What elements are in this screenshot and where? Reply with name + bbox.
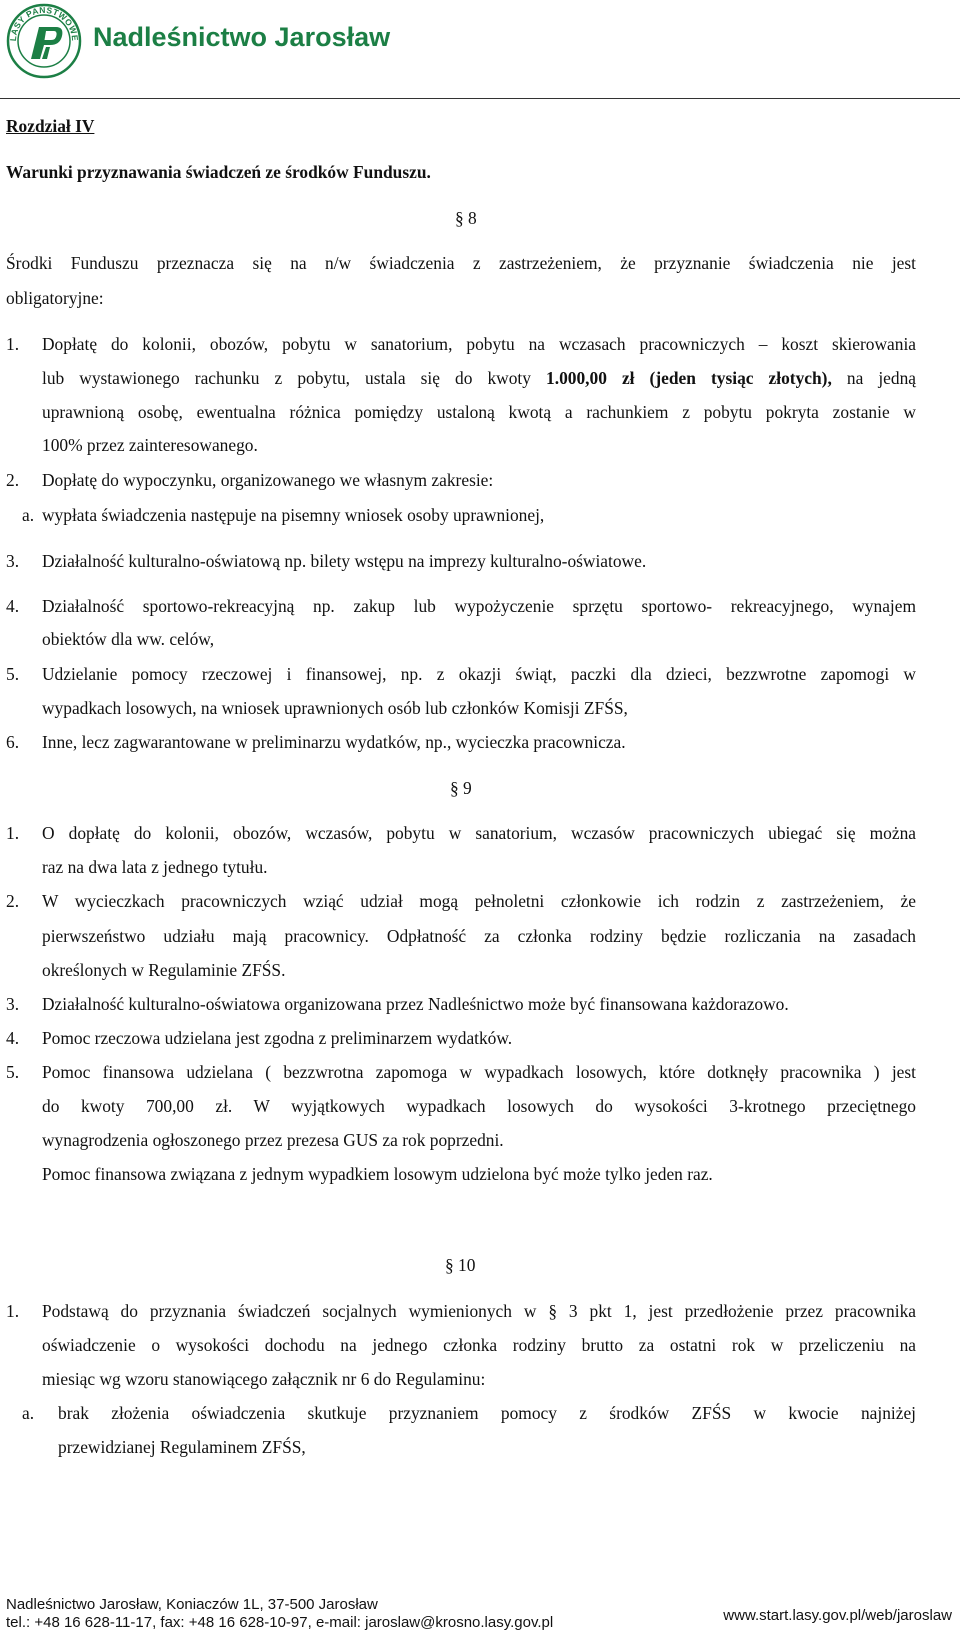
page-header	[0, 0, 960, 100]
list-item-line: lub wystawionego rachunku z pobytu, ustala się do kwoty 1.000,00 zł (jeden tysiąc złotych), na jedną	[42, 368, 916, 388]
header-divider	[0, 98, 960, 99]
logo-lettering: LASY PAŃSTWOWE	[7, 4, 81, 42]
list-item-line: brak złożenia oświadczenia skutkuje przyznaniem pomocy z środków ZFŚS w kwocie najniżej	[58, 1403, 916, 1423]
list-item-line: miesiąc wg wzoru stanowiącego załącznik nr 6 do Regulaminu:	[42, 1369, 486, 1389]
list-item-line: Dopłatę do kolonii, obozów, pobytu w sanatorium, pobytu na wczasach pracowniczych – koszt skierowania	[42, 334, 916, 354]
list-number: 2.	[6, 891, 20, 911]
list-number: 1.	[6, 1301, 20, 1321]
list-letter: a.	[22, 1403, 35, 1423]
list-number: 1.	[6, 823, 20, 843]
amount-highlight: 1.000,00 zł (jeden tysiąc złotych),	[546, 368, 832, 388]
list-number: 2.	[6, 470, 20, 490]
list-item-line: przewidzianej Regulaminem ZFŚS,	[58, 1437, 306, 1457]
section-heading-10: § 10	[445, 1255, 476, 1275]
list-item-line: oświadczenie o wysokości dochodu na jednego członka rodziny brutto za ostatni rok w przeliczeniu na	[42, 1335, 916, 1355]
list-item-line: uprawnioną osobę, ewentualna różnica pomiędzy ustaloną kwotą a rachunkiem z pobytu pokryta zostanie w	[42, 402, 916, 422]
lasy-panstwowe-logo	[6, 3, 82, 79]
paragraph-line: obligatoryjne:	[6, 288, 104, 308]
list-item-line: Podstawą do przyznania świadczeń socjalnych wymienionych w § 3 pkt 1, jest przedłożenie przez pracownika	[42, 1301, 916, 1321]
list-item-line: wypadkach losowych, na wniosek uprawnionych osób lub członków Komisji ZFŚS,	[42, 698, 628, 718]
list-number: 3.	[6, 994, 20, 1014]
list-item-line: Pomoc finansowa udzielana ( bezzwrotna zapomoga w wypadkach losowych, które dotknęły pracownika ) jest	[42, 1062, 916, 1082]
organization-name: Nadleśnictwo Jarosław	[93, 22, 391, 52]
footer-contact: tel.: +48 16 628-11-17, fax: +48 16 628-10-97, e-mail: jaroslaw@krosno.lasy.gov.pl	[6, 1614, 554, 1631]
list-number: 5.	[6, 664, 20, 684]
chapter-title: Rozdział IV	[6, 116, 95, 136]
list-item-line: określonych w Regulaminie ZFŚS.	[42, 960, 286, 980]
list-number: 5.	[6, 1062, 20, 1082]
list-number: 4.	[6, 1028, 20, 1048]
list-item-line: Dopłatę do wypoczynku, organizowanego we własnym zakresie:	[42, 470, 494, 490]
list-item-line: Działalność kulturalno-oświatowa organizowana przez Nadleśnictwo może być finansowana każdorazowo.	[42, 994, 789, 1014]
footer-address: Nadleśnictwo Jarosław, Koniaczów 1L, 37-500 Jarosław	[6, 1596, 378, 1613]
chapter-subtitle: Warunki przyznawania świadczeń ze środków Funduszu.	[6, 162, 431, 182]
list-item-line: Pomoc rzeczowa udzielana jest zgodna z preliminarzem wydatków.	[42, 1028, 513, 1048]
list-item-line: Udzielanie pomocy rzeczowej i finansowej, np. z okazji świąt, paczki dla dzieci, bezzwrotne zapomogi w	[42, 664, 916, 684]
list-item-line: Działalność kulturalno-oświatową np. bilety wstępu na imprezy kulturalno-oświatowe.	[42, 551, 647, 571]
list-number: 6.	[6, 732, 20, 752]
footer-website-link[interactable]: www.start.lasy.gov.pl/web/jaroslaw	[723, 1607, 952, 1624]
list-item-line: wynagrodzenia ogłoszonego przez prezesa GUS za rok poprzedni.	[42, 1130, 504, 1150]
paragraph-line: Środki Funduszu przeznacza się na n/w świadczenia z zastrzeżeniem, że przyznanie świadczenia nie jest	[6, 253, 916, 273]
section-heading-8: § 8	[455, 208, 477, 228]
list-item-line: O dopłatę do kolonii, obozów, wczasów, pobytu w sanatorium, wczasów pracowniczych ubiegać się można	[42, 823, 916, 843]
list-number: 1.	[6, 334, 20, 354]
list-item-line: raz na dwa lata z jednego tytułu.	[42, 857, 268, 877]
section-heading-9: § 9	[450, 778, 472, 798]
list-item-line: Działalność sportowo-rekreacyjną np. zakup lub wypożyczenie sprzętu sportowo- rekreacyjnego, wynajem	[42, 596, 916, 616]
list-item-line: 100% przez zainteresowanego.	[42, 435, 258, 455]
list-item-line: do kwoty 700,00 zł. W wyjątkowych wypadkach losowych do wysokości 3-krotnego przeciętnego	[42, 1096, 916, 1116]
list-number: 4.	[6, 596, 20, 616]
list-item-line: Inne, lecz zagwarantowane w preliminarzu wydatków, np., wycieczka pracownicza.	[42, 732, 626, 752]
list-letter: a.	[22, 505, 35, 525]
list-item-line: Pomoc finansowa związana z jednym wypadkiem losowym udzielona być może tylko jeden raz.	[42, 1164, 713, 1184]
list-item-line: pierwszeństwo udziału mają pracownicy. Odpłatność za członka rodziny będzie rozliczania na zasadach	[42, 926, 916, 946]
list-number: 3.	[6, 551, 20, 571]
list-item-line: W wycieczkach pracowniczych wziąć udział mogą pełnoletni członkowie ich rodzin z zastrzeżeniem, że	[42, 891, 916, 911]
list-item-line: obiektów dla ww. celów,	[42, 629, 215, 649]
list-item-line: wypłata świadczenia następuje na pisemny wniosek osoby uprawnionej,	[42, 505, 545, 525]
